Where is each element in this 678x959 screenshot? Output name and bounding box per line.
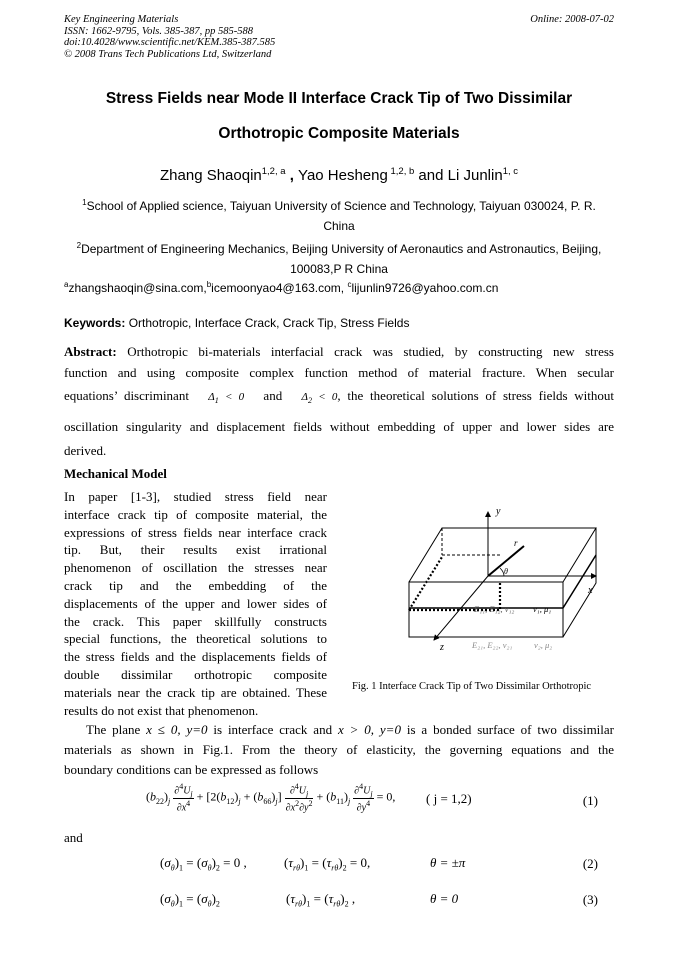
box-top-face [409, 528, 596, 582]
author-name: Li Junlin [447, 167, 503, 184]
affil-1-sup: 1 [82, 198, 87, 207]
email-b: icemoonyao4@163.com, [211, 281, 348, 295]
para2-text: is a bonded surface of two dissimilar [400, 722, 615, 737]
title-line-2: Orthotropic Composite Materials [218, 125, 460, 142]
body-line: special functions, the theoretical solutions to [64, 631, 327, 647]
abstract-line-2: function and using composite complex function method of material fracture. When secular [64, 365, 614, 380]
body-line: results do not exist that phenomenon. [64, 702, 259, 718]
affiliation-2 [64, 236, 614, 279]
body-line: materials near the crack tip are obtained. These [64, 684, 327, 700]
abstract [64, 341, 614, 461]
body-line: phenomenon of oscillation the stresses near [64, 560, 327, 576]
equation-2-condition: θ = ±π [430, 855, 466, 870]
keywords-text: Orthotropic, Interface Crack, Crack Tip, Stress Fields [125, 316, 410, 330]
affil-1-line-2: China [323, 219, 355, 233]
doi: doi:10.4028/www.scientific.net/KEM.385-387.585 [64, 37, 276, 48]
para2-line-1 [64, 720, 614, 740]
copyright: © 2008 Trans Tech Publications Ltd, Switzerland [64, 48, 272, 60]
upper-material-props-2: ν₁, μ₁ [533, 604, 552, 614]
abstract-line-3c: , the theoretical solutions of stress fields without [337, 388, 614, 403]
body-line: displacements of the upper and lower sides of [64, 595, 327, 611]
abstract-line-3b: and [263, 388, 283, 403]
author-separator: , [285, 167, 299, 184]
abstract-line-3 [64, 383, 614, 414]
para2-text: is interface crack and [207, 722, 338, 737]
abstract-label: Abstract: [64, 344, 117, 359]
r-label: r [514, 538, 518, 548]
section-heading: Mechanical Model [64, 466, 167, 481]
email-a-sup: a [64, 280, 69, 289]
figure-caption: Fig. 1 Interface Crack Tip of Two Dissimilar Orthotropic [352, 681, 592, 692]
equation-3-mid: $(\tau_{r\theta})_1 = (\tau_{r\theta})_2$ , [286, 891, 356, 909]
lower-material-props-2: ν₂, μ₂ [534, 640, 553, 650]
email-b-sup: b [206, 280, 212, 289]
crack-tip-figure [352, 500, 632, 660]
crack-front [409, 557, 442, 610]
online-date: Online: 2008-07-02 [530, 14, 614, 25]
paragraph-2 [64, 720, 614, 780]
title-line-1: Stress Fields near Mode II Interface Crack Tip of Two Dissimilar [105, 90, 573, 107]
discriminant-1: $\Delta_1 < 0$ [195, 391, 257, 406]
equation-3-condition: θ = 0 [430, 891, 459, 906]
affil-2-line-1: Department of Engineering Mechanics, Beijing University of Aeronautics and Astronautics, Beijing, [81, 242, 602, 256]
body-line: the stress fields and the displacements fields of [64, 649, 327, 665]
abstract-line-5: derived. [64, 443, 107, 459]
affil-2-sup: 2 [76, 241, 82, 250]
body-line: interface crack tip of composite material, the [64, 506, 327, 522]
author-affil: 1,2, a [261, 166, 286, 177]
y-axis-label: y [496, 506, 501, 517]
equation-1: $(b_{22})_j$ $\frac{\partial^4U_j}{\partial x^4}$ + $[2(b_{12})_j + (b_{66})_j]$ $\frac{\partial^4U_j}{\partial x^2\partial y^2}$ + $(b_{11})_j$ $\frac{\partial^4U_j}{\partial y^4}$ = 0, [146, 782, 396, 814]
para2-text: The plane [86, 722, 147, 737]
abstract-line-3a: equations’ discriminant [64, 388, 189, 403]
affil-1-line-1: School of Applied science, Taiyuan University of Science and Technology, Taiyuan 030024, P. R. [86, 199, 596, 213]
equation-1-condition: ( j = 1,2) [426, 791, 472, 806]
body-line: expressions of stress fields near interface crack [64, 524, 327, 540]
author-emails [64, 280, 498, 295]
equation-3-number: (3) [582, 892, 598, 907]
email-a: zhangshaoqin@sina.com, [68, 281, 207, 295]
author-affil: 1,2, b [387, 166, 415, 177]
keywords [64, 316, 409, 330]
z-axis-label: z [440, 642, 444, 653]
abstract-line-1: Orthotropic bi-materials interfacial crack was studied, by constructing new stress [116, 344, 614, 359]
author-affil: 1, c [502, 166, 518, 177]
equation-1-number: (1) [582, 793, 598, 808]
body-line: the crack. This paper skillfully constructs [64, 613, 327, 629]
email-c: lijunlin9726@yahoo.com.cn [351, 281, 499, 295]
author-name: Zhang Shaoqin [160, 167, 262, 184]
author-name: Yao Hesheng [298, 167, 388, 184]
para2-math: x > 0, y=0 [337, 722, 401, 737]
para2-line-2: materials as shown in Fig.1. From the theory of elasticity, the governing equations and the [64, 742, 614, 757]
upper-material-props: E₁₁, E₁₂, ν₁₂ [474, 604, 515, 614]
equation-2-mid: $(\tau_{r\theta})_1 = (\tau_{r\theta})_2 = 0$, [284, 855, 371, 873]
body-line: crack tip and the embedding of the [64, 577, 327, 593]
lower-material-props: E₂₁, E₂₂, ν₂₁ [472, 640, 513, 650]
issn: ISSN: 1662-9795, Vols. 385-387, pp 585-588 [64, 25, 253, 37]
body-line: tip. But, their results exist irrational [64, 542, 327, 558]
abstract-line-4: oscillation singularity and displacement fields without embedding of upper and lower sides are [64, 419, 614, 435]
body-line: In paper [1-3], studied stress field near [64, 489, 327, 504]
and-word: and [64, 830, 83, 845]
x-axis-label: x [588, 585, 593, 596]
para2-line-3: boundary conditions can be expressed as follows [64, 762, 319, 777]
authors [64, 166, 614, 184]
body-column [64, 488, 327, 719]
theta-label: θ [504, 567, 508, 576]
body-line: double dissimilar orthotropic composite [64, 666, 327, 682]
journal-name: Key Engineering Materials [64, 14, 179, 25]
equation-2-number: (2) [582, 856, 598, 871]
affil-2-line-2: 100083,P R China [290, 262, 388, 276]
keywords-label: Keywords: [64, 316, 126, 330]
email-c-sup: c [347, 280, 352, 289]
journal-header [64, 14, 275, 60]
discriminant-2: $\Delta_2 < 0$ [288, 391, 338, 406]
author-separator: and [414, 167, 448, 184]
affiliation-1 [64, 193, 614, 236]
para2-math: x ≤ 0, y=0 [146, 722, 208, 737]
equation-2-left: $(\sigma_\theta)_1 = (\sigma_\theta)_2 = 0$ , [160, 855, 247, 873]
equation-3-left: $(\sigma_\theta)_1 = (\sigma_\theta)_2$ [160, 891, 220, 909]
